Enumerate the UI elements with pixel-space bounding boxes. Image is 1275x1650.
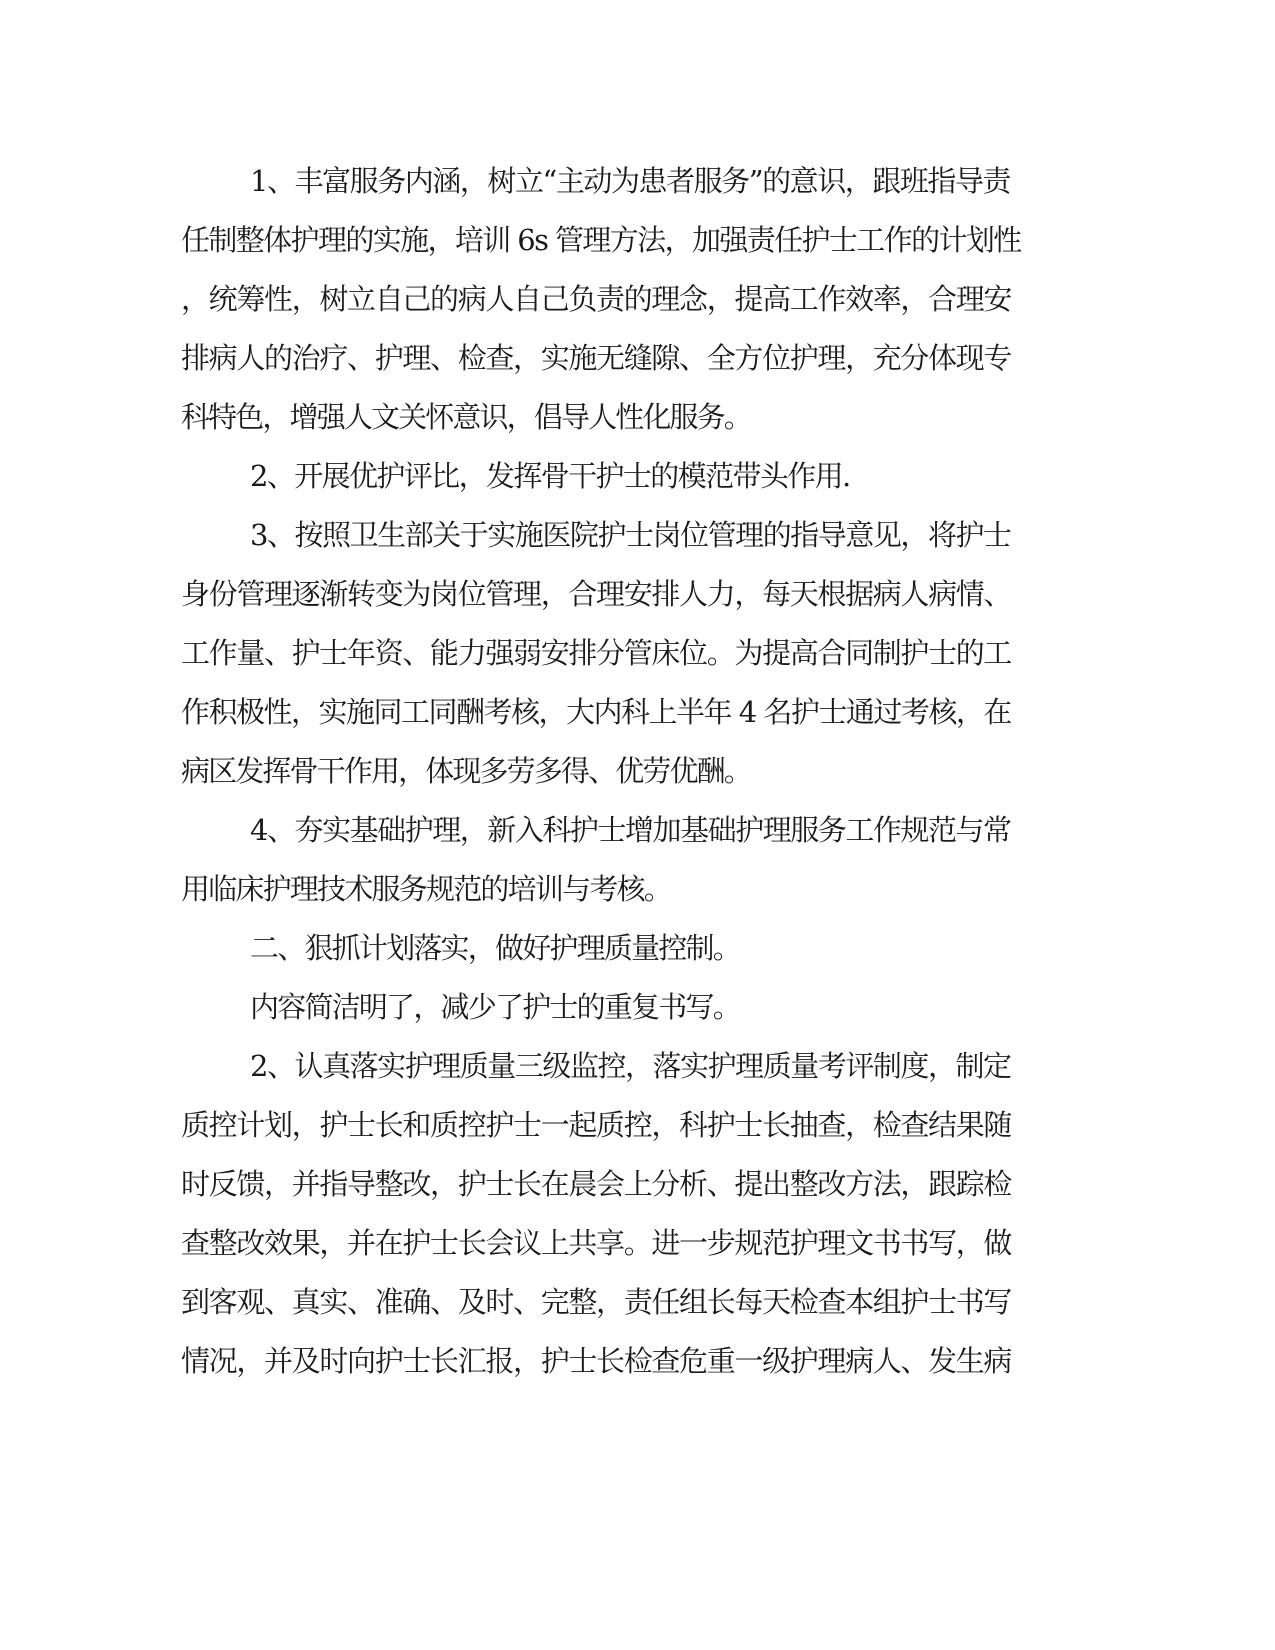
text-line: 二、狠抓计划落实，做好护理质量控制。 <box>250 931 740 965</box>
text-line: 身份管理逐渐转变为岗位管理，合理安排人力，每天根据病人病情、 <box>181 577 1012 611</box>
text-line: 内容简洁明了，减少了护士的重复书写。 <box>250 990 740 1024</box>
text-line: 时反馈，并指导整改，护士长在晨会上分析、提出整改方法，跟踪检 <box>181 1167 1012 1201</box>
text-line: ，统筹性，树立自己的病人自己负责的理念，提高工作效率，合理安 <box>181 282 1012 316</box>
text-line: 工作量、护士年资、能力强弱安排分管床位。为提高合同制护士的工 <box>181 636 1012 670</box>
text-line: 任制整体护理的实施，培训 6s 管理方法，加强责任护士工作的计划性 <box>181 223 1021 257</box>
text-line: 科特色，增强人文关怀意识，倡导人性化服务。 <box>181 400 751 434</box>
text-line: 查整改效果，并在护士长会议上共享。进一步规范护理文书书写，做 <box>181 1226 1012 1260</box>
text-line: 质控计划，护士长和质控护士一起质控，科护士长抽查，检查结果随 <box>181 1108 1012 1142</box>
text-line: 3、按照卫生部关于实施医院护士岗位管理的指导意见，将护士 <box>250 518 1011 552</box>
text-line: 排病人的治疗、护理、检查，实施无缝隙、全方位护理，充分体现专 <box>181 341 1012 375</box>
text-line: 4、夯实基础护理，新入科护士增加基础护理服务工作规范与常 <box>250 813 1011 847</box>
text-line: 2、开展优护评比，发挥骨干护士的模范带头作用. <box>250 459 850 493</box>
text-line: 作积极性，实施同工同酬考核，大内科上半年 4 名护士通过考核，在 <box>181 695 1011 729</box>
text-line: 病区发挥骨干作用，体现多劳多得、优劳优酬。 <box>181 754 751 788</box>
text-line: 1、丰富服务内涵，树立“主动为患者服务”的意识，跟班指导责 <box>250 164 1011 198</box>
text-line: 用临床护理技术服务规范的培训与考核。 <box>181 872 671 906</box>
text-line: 2、认真落实护理质量三级监控，落实护理质量考评制度，制定 <box>250 1049 1011 1083</box>
text-line: 到客观、真实、准确、及时、完整，责任组长每天检查本组护士书写 <box>181 1285 1012 1319</box>
text-line: 情况，并及时向护士长汇报，护士长检查危重一级护理病人、发生病 <box>181 1344 1012 1378</box>
